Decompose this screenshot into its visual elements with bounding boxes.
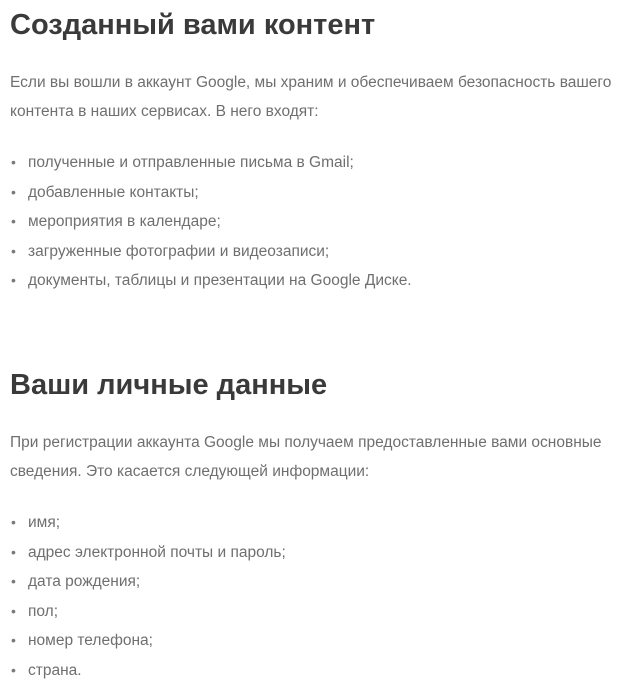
section-intro: Если вы вошли в аккаунт Google, мы храним и обеспечиваем безопасность вашего контента в наших сервисах. В него входят: xyxy=(10,74,612,120)
bullet-icon: • xyxy=(11,602,16,619)
bullet-icon: • xyxy=(11,543,16,560)
list-item xyxy=(10,266,612,296)
list-item-text: номер телефона; xyxy=(28,632,153,649)
list-item-text: документы, таблицы и презентации на Google Диске. xyxy=(28,272,412,289)
list-item-text: страна. xyxy=(28,661,82,679)
bullet-icon: • xyxy=(11,272,16,288)
content-list xyxy=(10,148,612,296)
bullet-icon: • xyxy=(11,183,16,200)
personal-data-list xyxy=(10,508,612,685)
section-personal-data xyxy=(10,366,612,685)
list-item-text: адрес электронной почты и пароль; xyxy=(28,543,286,561)
bullet-icon: • xyxy=(11,154,16,170)
list-item xyxy=(10,656,612,686)
list-item-text: добавленные контакты; xyxy=(28,183,199,201)
list-item xyxy=(10,567,612,597)
bullet-icon: • xyxy=(11,242,16,259)
section-intro: При регистрации аккаунта Google мы получаем предоставленные вами основные сведения. Это касается следующей информации: xyxy=(10,434,602,480)
list-item-text: дата рождения; xyxy=(28,573,141,590)
list-item-text: пол; xyxy=(28,602,59,620)
list-item-text: полученные и отправленные письма в Gmail; xyxy=(28,154,354,171)
list-item-text: загруженные фотографии и видеозаписи; xyxy=(28,242,330,260)
list-item xyxy=(10,508,612,538)
list-item xyxy=(10,148,612,178)
list-item xyxy=(10,207,612,237)
list-item xyxy=(10,178,612,208)
bullet-icon: • xyxy=(11,661,16,678)
section-heading: Созданный вами контент xyxy=(10,9,376,41)
list-item xyxy=(10,237,612,267)
list-item-text: мероприятия в календаре; xyxy=(28,213,221,230)
bullet-icon: • xyxy=(11,573,16,589)
bullet-icon: • xyxy=(11,514,16,530)
section-heading: Ваши личные данные xyxy=(10,369,328,401)
list-item xyxy=(10,626,612,656)
bullet-icon: • xyxy=(11,632,16,648)
list-item xyxy=(10,538,612,568)
list-item xyxy=(10,597,612,627)
section-created-content xyxy=(10,6,612,296)
list-item-text: имя; xyxy=(28,514,61,531)
bullet-icon: • xyxy=(11,213,16,229)
